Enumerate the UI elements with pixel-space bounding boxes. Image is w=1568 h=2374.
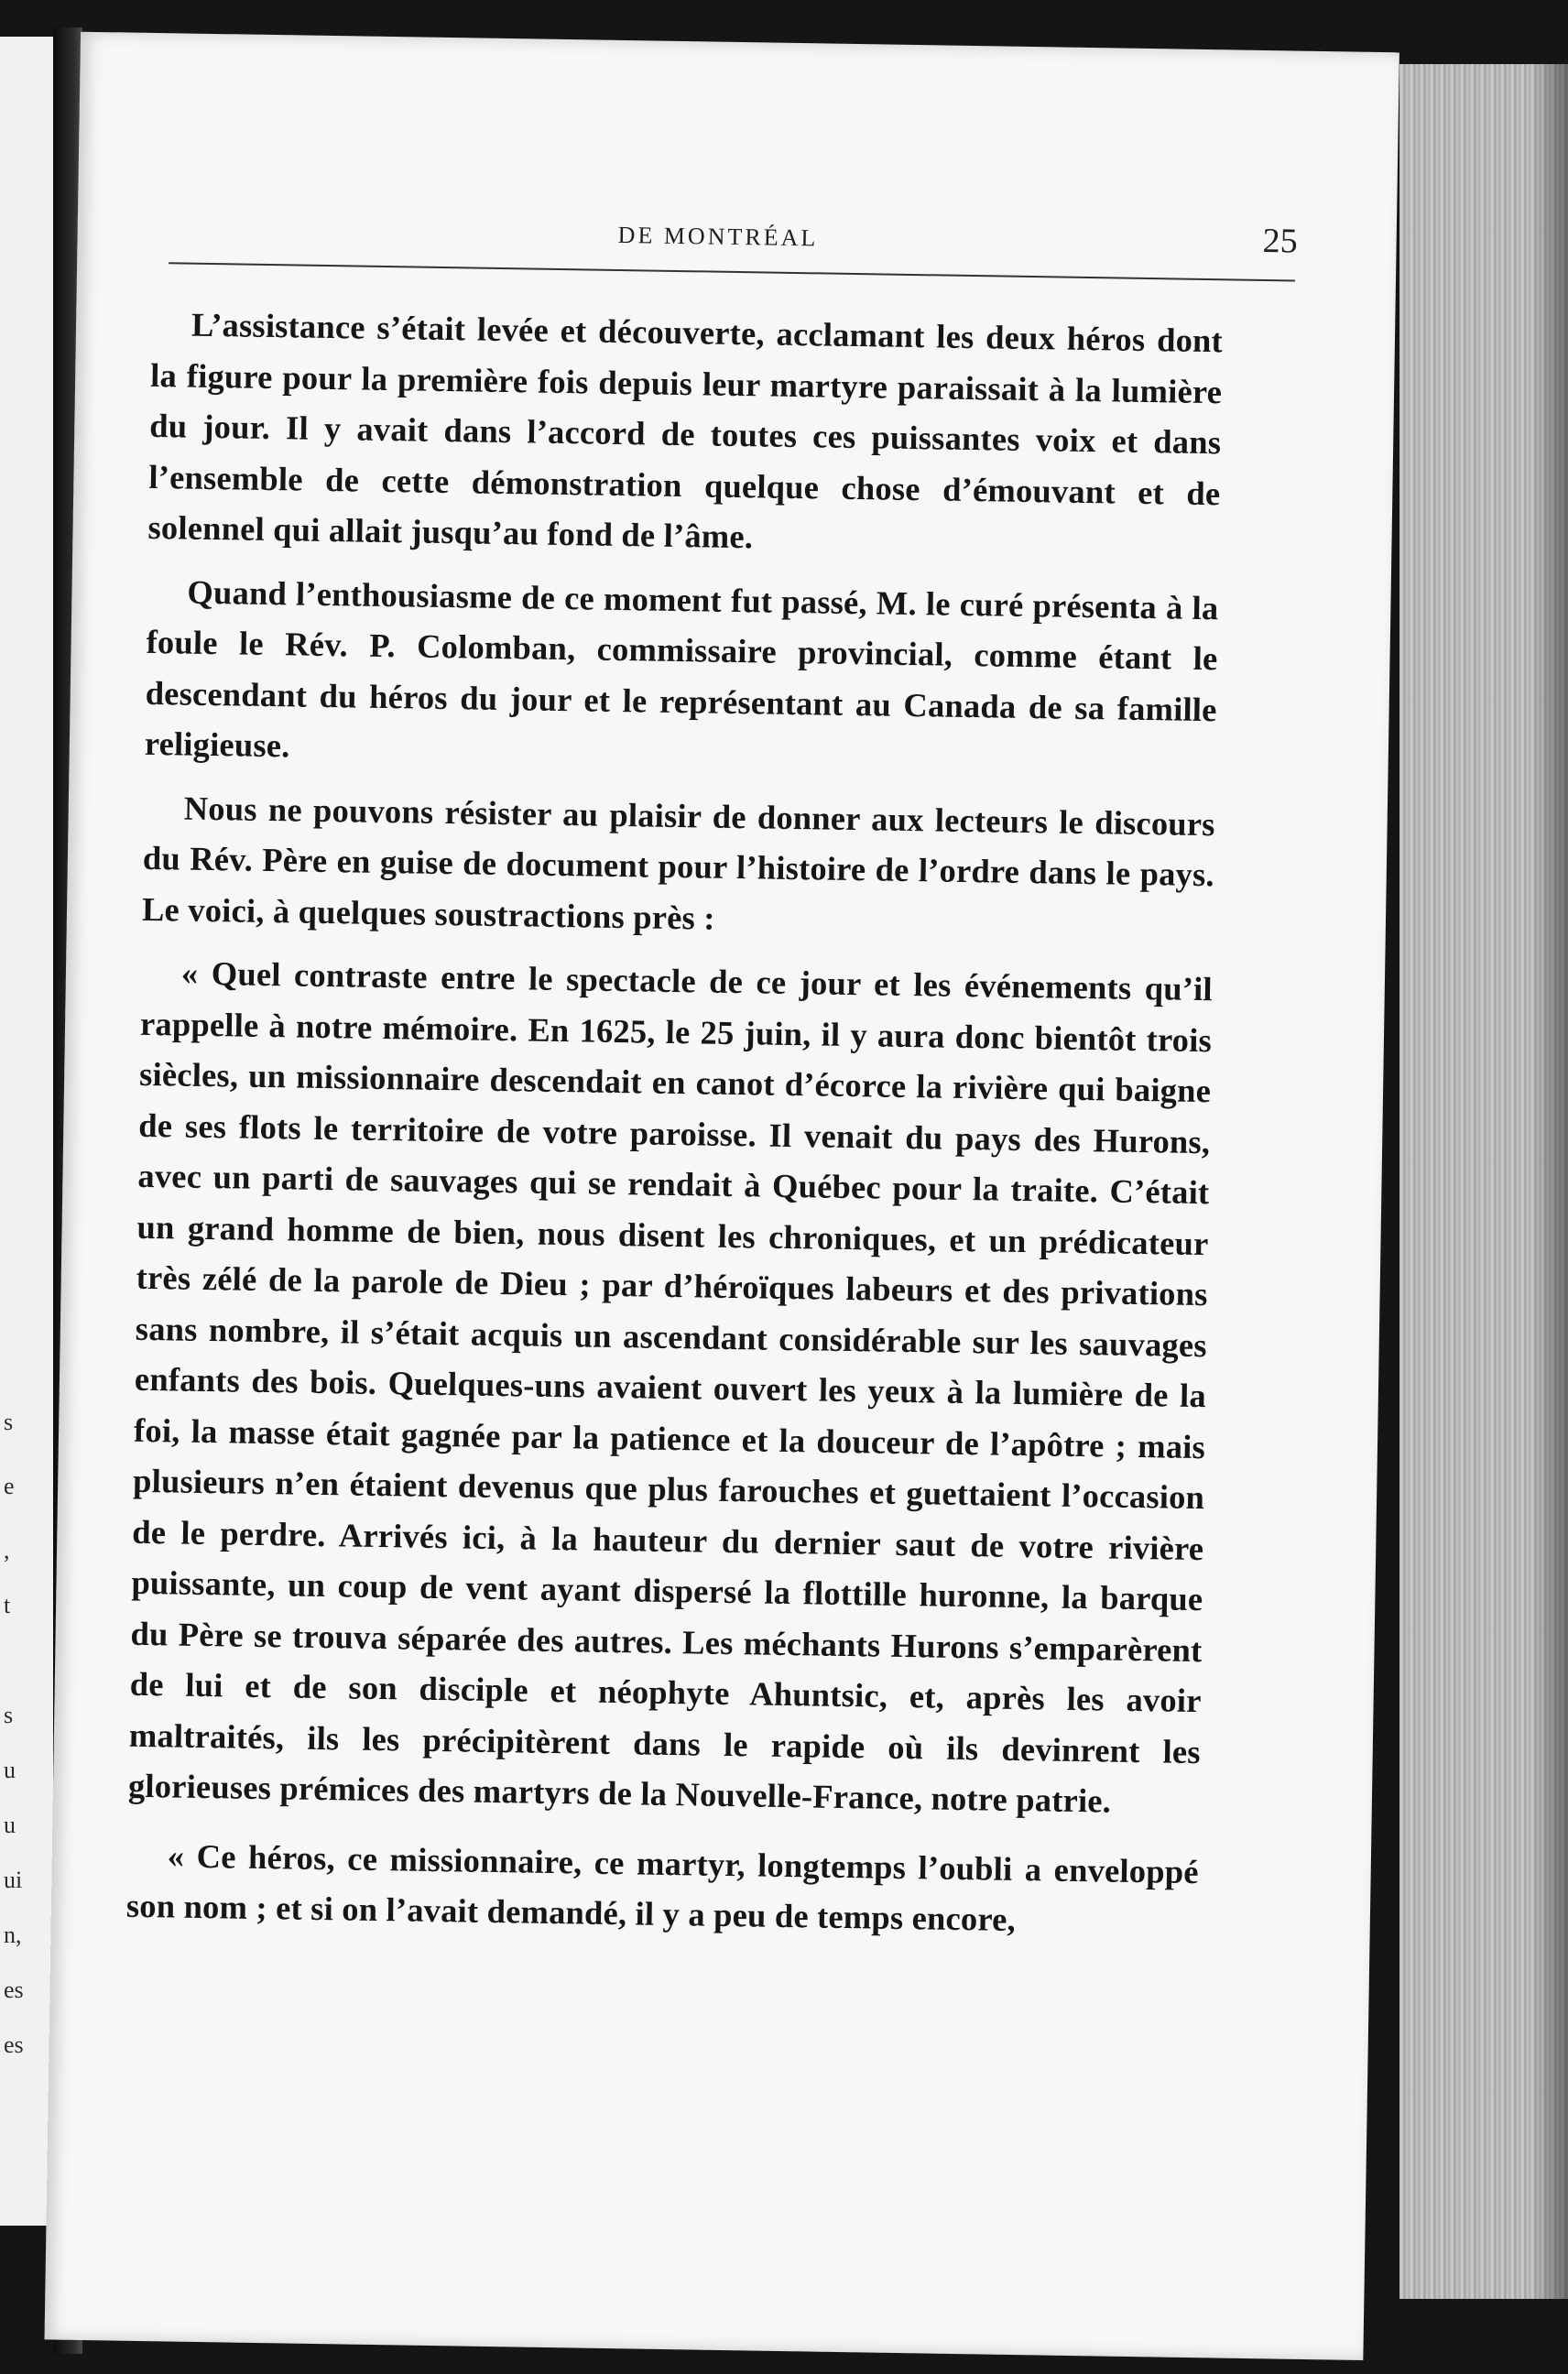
page-body — [125, 299, 1223, 1961]
page-number: 25 — [1262, 221, 1298, 261]
facing-page-fragment: es — [4, 1977, 24, 2003]
facing-page-fragment: , — [4, 1537, 10, 1563]
paragraph: Nous ne pouvons résister au plaisir de donner aux lecteurs le discours du Rév. Père en guise de document pour l’histoire de l’ordre dans le pays. Le voici, à quelques soustractions près : — [141, 789, 1215, 937]
facing-page-fragment: u — [4, 1812, 16, 1838]
facing-page-fragment: u — [4, 1757, 16, 1783]
facing-page-fragment: s — [4, 1409, 14, 1435]
facing-page-fragment: e — [4, 1473, 15, 1499]
facing-page-edge — [0, 37, 55, 2226]
facing-page-fragment: ui — [4, 1867, 23, 1893]
page-edge-stack — [1399, 64, 1568, 2299]
running-head: DE MONTRÉAL — [617, 221, 819, 252]
facing-page-fragment: s — [4, 1702, 14, 1728]
facing-page-fragment: t — [4, 1592, 11, 1618]
paragraph-quotation: « Quel contraste entre le spectacle de ce jour et les événements qu’il rappelle à notre mémoire. En 1625, le 25 juin, il y aura donc bientôt trois siècles, un missionnaire descendait en canot d’écorce la rivière qui baigne de ses flots le territoire de votre paroisse. Il venait du pays des Hurons, avec un parti de sauvages qui se rendait à Québec pour la traite. C’était un grand homme de bien, nous disent les chroniques, et un prédicateur très zélé de la parole de Dieu ; par d’héroïques labeurs et des privations sans nombre, il s’était acquis un ascendant considérable sur les sauvages enfants des bois. Quelques-uns avaient ouvert les yeux à la lumière de la foi, la masse était gagnée par la patience et la douceur de l’apôtre ; mais plusieurs n’en étaient devenus que plus farouches et guettaient l’occasion de le perdre. Arrivés ici, à la hauteur du dernier saut de votre rivière puissante, un coup de vent ayant dispersé la flottille huronne, la barque du Père se trouva séparée des autres. Les méchants Hurons s’emparèrent de lui et de son disciple et néophyte Ahuntsic, et, après les avoir maltraités, ils les précipitèrent dans le rapide où ils devinrent les glorieuses prémices des martyrs de la Nouvelle-France, notre patrie. — [127, 953, 1214, 1820]
paragraph-quotation: « Ce héros, ce missionnaire, ce martyr, longtemps l’oubli a enveloppé son nom ; et si on l’avait demandé, il y a peu de temps encore, — [125, 1835, 1200, 1938]
book-page — [45, 32, 1399, 2360]
paragraph: L’assistance s’était levée et découverte, acclamant les deux héros dont la figure pour la première fois depuis leur martyre paraissait à la lumière du jour. Il y avait dans l’accord de toutes ces puissantes voix et dans l’ensemble de cette démonstration quelque chose d’émouvant et de solennel qui allait jusqu’au fond de l’âme. — [147, 305, 1224, 556]
facing-page-fragment: es — [4, 2031, 24, 2058]
paragraph: Quand l’enthousiasme de ce moment fut passé, M. le curé présenta à la foule le Rév. P. Colomban, commissaire provincial, comme étant le descendant du héros du jour et le représentant au Canada de sa famille religieuse. — [144, 572, 1219, 765]
facing-page-fragment: n, — [4, 1922, 22, 1948]
